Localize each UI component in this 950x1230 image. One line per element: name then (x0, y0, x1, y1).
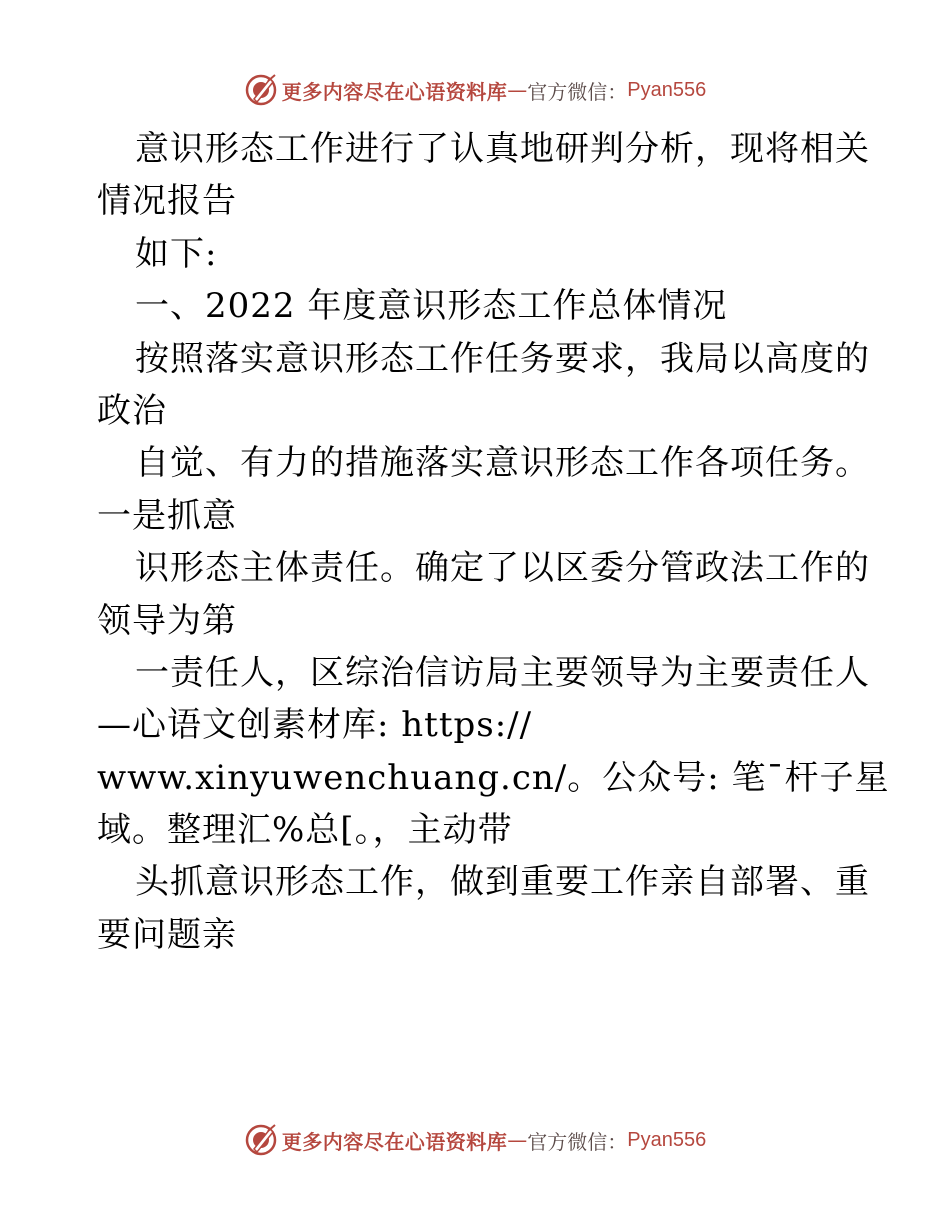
text-line: 头抓意识形态工作，做到重要工作亲自部署、重 (135, 862, 870, 903)
text-line: 情况报告 (97, 181, 237, 222)
footer-official-label: 官方微信： (527, 1129, 628, 1154)
text-line: —心语文创素材库: https:// (97, 705, 533, 746)
footer-brand-text: 更多内容尽在心语资料库 (281, 1129, 508, 1154)
quill-logo-icon (244, 73, 278, 107)
text-line: 一责任人，区综治信访局主要领导为主要责任人 (135, 652, 870, 693)
text-line: 域。整理汇%总[。，主动带 (97, 810, 513, 851)
document-body (97, 123, 890, 961)
text-line: 意识形态工作进行了认真地研判分析，现将相关 (135, 129, 870, 169)
text-line: www.xinyuwenchuang.cn/。公众号: 笔¯杆子星 (97, 757, 890, 798)
text-line: 要问题亲 (97, 914, 237, 955)
header-separator: — (507, 78, 528, 102)
text-line: 如下: (135, 233, 218, 274)
text-line: 一是抓意 (97, 495, 237, 536)
header-brand-text: 更多内容尽在心语资料库 (281, 79, 508, 104)
header-banner (0, 70, 950, 110)
text-line: 识形态主体责任。确定了以区委分管政法工作的 (135, 548, 870, 589)
header-wechat-id: Pyan556 (627, 78, 707, 101)
footer-banner (0, 1120, 950, 1160)
footer-wechat-id: Pyan556 (627, 1128, 707, 1151)
header-official-label: 官方微信： (527, 79, 628, 104)
text-line: 政治 (97, 390, 167, 431)
text-line: 领导为第 (97, 600, 237, 641)
footer-separator: — (507, 1128, 528, 1152)
text-line: 一、2022 年度意识形态工作总体情况 (135, 286, 728, 327)
quill-logo-icon (244, 1123, 278, 1157)
text-line: 按照落实意识形态工作任务要求，我局以高度的 (135, 338, 870, 379)
text-line: 自觉、有力的措施落实意识形态工作各项任务。 (135, 443, 870, 484)
